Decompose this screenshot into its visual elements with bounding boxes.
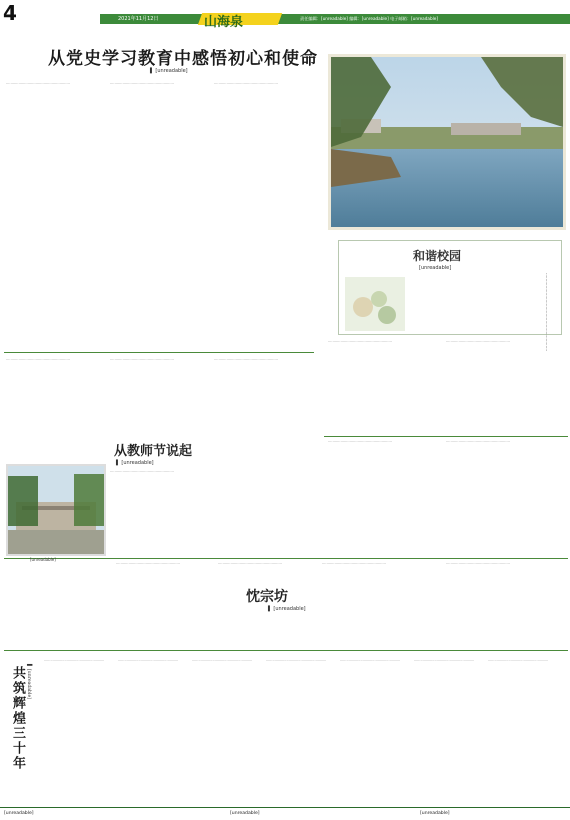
page-number: 4 bbox=[3, 1, 17, 25]
article-column: ························································ bbox=[214, 358, 278, 362]
campus-building-photo bbox=[6, 464, 106, 556]
divider bbox=[324, 436, 568, 437]
article-column: ························································ bbox=[116, 562, 180, 566]
article-column: ························································ bbox=[328, 440, 392, 444]
poem-verse: ························································ bbox=[543, 273, 548, 352]
footer-left: [unreadable] bbox=[4, 811, 34, 816]
article-column: ························································ bbox=[110, 358, 174, 362]
article-headline: 共筑辉煌三十年 bbox=[10, 666, 25, 771]
poem-box bbox=[338, 240, 562, 352]
article-headline: 忱宗坊 bbox=[246, 589, 288, 605]
article-headline: 从教师节说起 bbox=[114, 444, 193, 459]
poem-column: ························································ bbox=[488, 659, 549, 663]
divider bbox=[4, 352, 314, 353]
flower-decoration bbox=[345, 277, 405, 331]
article-column: ························································ bbox=[446, 440, 510, 444]
article-column: ························································ bbox=[214, 82, 278, 86]
divider bbox=[4, 650, 568, 651]
poem-column: ························································ bbox=[266, 659, 327, 663]
article-column: ························································ bbox=[446, 562, 510, 566]
article-headline: 从党史学习教育中感悟初心和使命 bbox=[48, 49, 318, 69]
poem-column: ························································ bbox=[414, 659, 475, 663]
poem-title: 和谐校园 bbox=[413, 249, 462, 263]
poem-column: ························································ bbox=[44, 659, 105, 663]
article-column: ························································ bbox=[6, 358, 70, 362]
poem-byline: [unreadable] bbox=[419, 265, 452, 271]
article-byline: ▌ [unreadable] bbox=[150, 68, 188, 74]
footer-right: [unreadable] bbox=[420, 811, 450, 816]
editor-info: 责任编辑：[unreadable] 编辑：[unreadable] 电子邮箱：[unreadable] bbox=[300, 16, 439, 21]
lake-illustration bbox=[331, 57, 563, 227]
article-byline: ▌ [unreadable] bbox=[26, 664, 31, 699]
article-byline: ▌ [unreadable] bbox=[268, 606, 306, 612]
poem-column: ························································ bbox=[340, 659, 401, 663]
issue-date: 2021年11月12日 bbox=[118, 16, 159, 22]
article-column: ························································ bbox=[446, 340, 510, 344]
article-column: ························································ bbox=[110, 470, 174, 474]
article-column: ························································ bbox=[218, 562, 282, 566]
article-byline: ▌ [unreadable] bbox=[116, 460, 154, 466]
poem-column: ························································ bbox=[118, 659, 179, 663]
section-name: 山海泉 bbox=[204, 15, 244, 30]
photo-caption: [unreadable] bbox=[30, 557, 56, 562]
article-column: ························································ bbox=[6, 82, 70, 86]
divider bbox=[4, 558, 568, 559]
poem-column: ························································ bbox=[192, 659, 253, 663]
article-column: ························································ bbox=[328, 340, 392, 344]
page-footer bbox=[0, 807, 570, 820]
footer-center: [unreadable] bbox=[230, 811, 260, 816]
lake-photo bbox=[328, 54, 566, 230]
article-column: ························································ bbox=[110, 82, 174, 86]
article-column: ························································ bbox=[322, 562, 386, 566]
